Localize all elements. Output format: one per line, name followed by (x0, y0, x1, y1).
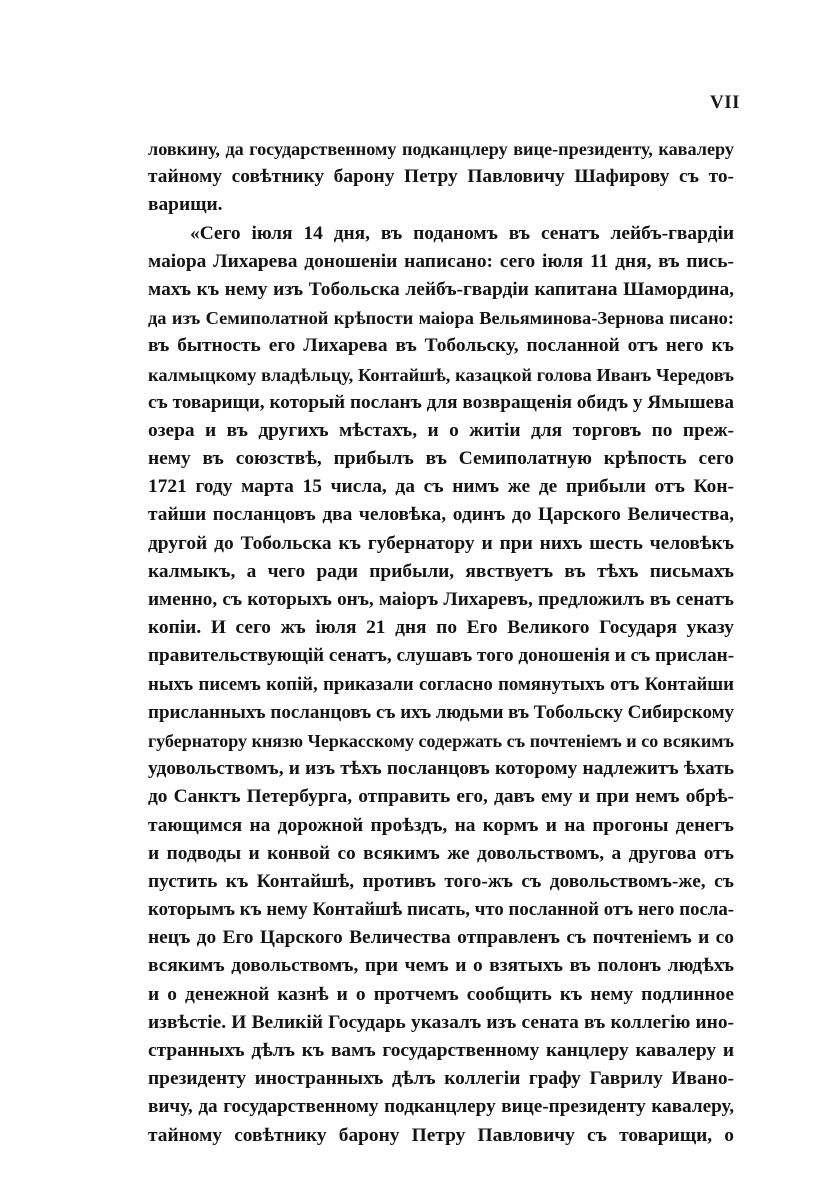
text-line: всякимъ довольствомъ, при чемъ и о взятыхъ въ полонъ людѣхъ (148, 955, 734, 977)
text-line: ловкину, да государственному подканцлеру вице-президенту, кавалеру (148, 139, 734, 159)
text-line: извѣстіе. И Великій Государь указалъ изъ сената въ коллегію ино- (148, 1011, 734, 1033)
text-line: махъ къ нему изъ Тобольска лейбъ-гвардіи капитана Шамордина, (148, 278, 734, 300)
text-line: до Санктъ Петербурга, отправить его, давъ ему и при немъ обрѣ- (148, 786, 734, 808)
text-line: президенту иностранныхъ дѣлъ коллегіи графу Гаврилу Ивано- (148, 1068, 734, 1090)
text-line: которымъ къ нему Контайшѣ писать, что посланной отъ него посла- (148, 899, 734, 921)
text-line: губернатору князю Черкасскому содержать съ почтеніемъ и со всякимъ (148, 730, 734, 751)
text-line: варищи. (148, 194, 223, 216)
text-line: и о денежной казнѣ и о протчемъ сообщить къ нему подлинное (148, 983, 734, 1005)
text-line: удовольствомъ, и изъ тѣхъ посланцовъ которому надлежитъ ѣхать (148, 758, 734, 780)
text-line: маіора Лихарева доношеніи написано: сего іюля 11 дня, въ пись- (148, 250, 734, 272)
text-line: копіи. И сего жъ іюля 21 дня по Его Великого Государя указу (148, 617, 734, 639)
text-line: калмыкъ, а чего ради прибыли, явствуетъ въ тѣхъ письмахъ (148, 560, 734, 582)
text-line: тайному совѣтнику барону Петру Павловичу съ товарищи, о (148, 1124, 734, 1146)
text-line: нецъ до Его Царского Величества отправленъ съ почтеніемъ и со (148, 927, 734, 949)
page-number: VII (709, 92, 740, 113)
text-line: съ товарищи, который посланъ для возвращенія обидъ у Ямышева (148, 391, 734, 413)
text-line: нему въ союзствѣ, прибылъ въ Семиполатную крѣпость сего (148, 448, 734, 470)
text-line: тающимся на дорожной проѣздъ, на кормъ и на прогоны денегъ (148, 814, 734, 836)
text-line: тайши посланцовъ два человѣка, одинъ до Царского Величества, (148, 504, 734, 526)
text-line: пустить къ Контайшѣ, противъ того-жъ съ довольствомъ-же, съ (148, 870, 734, 892)
body-text (148, 135, 734, 1150)
text-line: калмыцкому владѣльцу, Контайшѣ, казацкой голова Иванъ Чередовъ (148, 364, 734, 385)
text-line: тайному совѣтнику барону Петру Павловичу Шафирову съ то- (148, 166, 734, 188)
text-line: вичу, да государственному подканцлеру вице-президенту кавалеру, (148, 1096, 734, 1118)
text-line: другой до Тобольска къ губернатору и при нихъ шесть человѣкъ (148, 532, 734, 554)
text-line: да изъ Семиполатной крѣпости маіора Вельяминова-Зернова писано: (148, 308, 734, 329)
text-line: 1721 году марта 15 числа, да съ нимъ же де прибыли отъ Кон- (148, 476, 734, 498)
text-line: присланныхъ посланцовъ съ ихъ людьми въ Тобольску Сибирскому (148, 701, 735, 723)
text-line: именно, съ которыхъ онъ, маіоръ Лихаревъ, предложилъ въ сенатъ (148, 589, 734, 610)
paragraph-first-line: «Сего іюля 14 дня, въ поданомъ въ сенатъ лейбъ-гвардіи (190, 222, 734, 244)
text-line: ныхъ писемъ копій, приказали согласно помянутыхъ отъ Контайши (148, 673, 734, 695)
text-line: въ бытность его Лихарева въ Тобольску, посланной отъ него къ (148, 335, 734, 357)
text-line: и подводы и конвой со всякимъ же довольствомъ, а другова отъ (148, 842, 734, 864)
text-line: странныхъ дѣлъ къ вамъ государственному канцлеру кавалеру и (148, 1040, 734, 1061)
text-line: правительствующій сенатъ, слушавъ того доношенія и съ прислан- (148, 645, 735, 667)
text-line: озера и въ другихъ мѣстахъ, и о житіи для торговъ по преж- (148, 419, 734, 441)
